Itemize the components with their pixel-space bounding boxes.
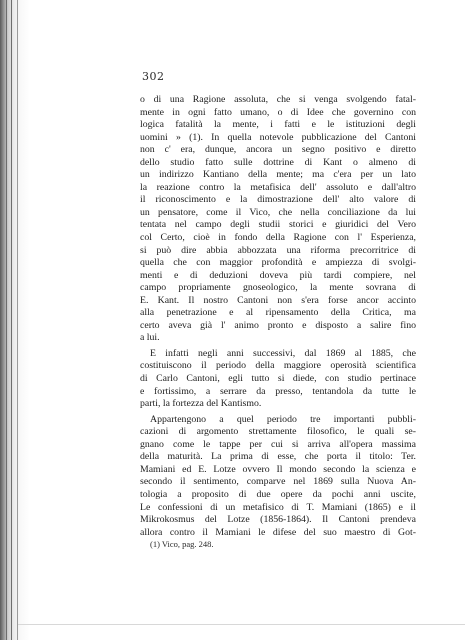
text-line: E. Kant. Il nostro Cantoni non s'era forse ancor accinto xyxy=(140,294,416,306)
text-line: Mikrokosmus del Lotze (1856-1864). Il Cantoni prendeva xyxy=(140,514,416,526)
text-line: Mamiani ed E. Lotze ovvero Il mondo secondo la scienza e xyxy=(140,463,416,475)
text-line: Appartengono a quel periodo tre importanti pubbli- xyxy=(150,413,416,425)
text-line: col Certo, cioè in fondo della Ragione con l' Esperienza, xyxy=(140,232,416,244)
text-line: logica fatalità la mente, i fatti e le istituzioni degli xyxy=(140,119,416,131)
text-line: menti e di deduzioni doveva più tardi compiere, nel xyxy=(140,269,416,281)
text-line: cazioni di argomento strettamente filosofico, le quali se- xyxy=(140,426,416,438)
text-line: Le confessioni di un metafisico di T. Mamiani (1865) e il xyxy=(140,501,416,513)
text-line: secondo il sentimento, comparve nel 1869 sulla Nuova An- xyxy=(140,476,416,488)
text-line: mente in ogni fatto umano, o di Idee che governino con xyxy=(140,106,416,118)
edge-line xyxy=(6,0,7,640)
text-line: dello studio fatto sulle dottrine di Kant o almeno di xyxy=(140,156,416,168)
text-line: o di una Ragione assoluta, che si venga svolgendo fatal- xyxy=(140,94,416,105)
text-line: non c' era, dunque, ancora un segno positivo e diretto xyxy=(140,144,416,156)
page-edge-shadow xyxy=(0,0,30,640)
text-line: tologia a proposito di due opere da pochi anni uscite, xyxy=(140,488,416,500)
page-bottom-edge xyxy=(18,624,465,625)
text-line: la reazione contro la metafisica dell' assoluto e dall'altro xyxy=(140,181,416,193)
text-line: a lui. xyxy=(140,332,160,344)
edge-line xyxy=(11,0,12,640)
text-line: si può dire abbia abbozzata una riforma precorritrice di xyxy=(140,244,416,256)
paragraph xyxy=(140,414,416,539)
footnote: (1) Vico, pag. 248. xyxy=(150,539,214,549)
body-text xyxy=(140,94,416,539)
text-line: parti, la fortezza del Kantismo. xyxy=(140,398,262,410)
text-line: della maturità. La prima di esse, che porta il titolo: Ter. xyxy=(140,451,416,463)
text-line: di Carlo Cantoni, egli tutto si diede, con studio pertinace xyxy=(140,373,416,385)
text-line: costituiscono il periodo della maggiore operosità scientifica xyxy=(140,360,416,372)
text-line: alla penetrazione e al ripensamento della Critica, ma xyxy=(140,307,416,319)
text-line: gnano come le tappe per cui si arriva all'opera massima xyxy=(140,438,416,450)
text-line: uomini » (1). In quella notevole pubblicazione del Cantoni xyxy=(140,131,416,143)
text-line: il riconoscimento e la dimostrazione dell' alto valore di xyxy=(140,194,416,206)
edge-line xyxy=(17,0,18,640)
text-line: tentata nel campo degli studii storici e giuridici del Vero xyxy=(140,219,416,231)
paragraph xyxy=(140,94,416,345)
text-line: certo aveva già l' animo pronto e disposto a salire fino xyxy=(140,319,416,331)
text-line: un indirizzo Kantiano della mente; ma c'era per un lato xyxy=(140,169,416,181)
text-line: quella che con maggior profondità e ampiezza di svolgi- xyxy=(140,257,416,269)
text-line: un pensatore, come il Vico, che nella conciliazione da lui xyxy=(140,206,416,218)
page-number: 302 xyxy=(142,70,165,83)
text-line: E infatti negli anni successivi, dal 1869 al 1885, che xyxy=(150,347,416,359)
text-line: e fortissimo, a serrare da presso, tentandola da tutte le xyxy=(140,385,416,397)
text-line: allora contro il Mamiani le difese del suo maestro di Got- xyxy=(140,526,416,538)
text-line: campo propriamente gnoseologico, la mente sovrana di xyxy=(140,282,416,294)
paragraph xyxy=(140,348,416,411)
